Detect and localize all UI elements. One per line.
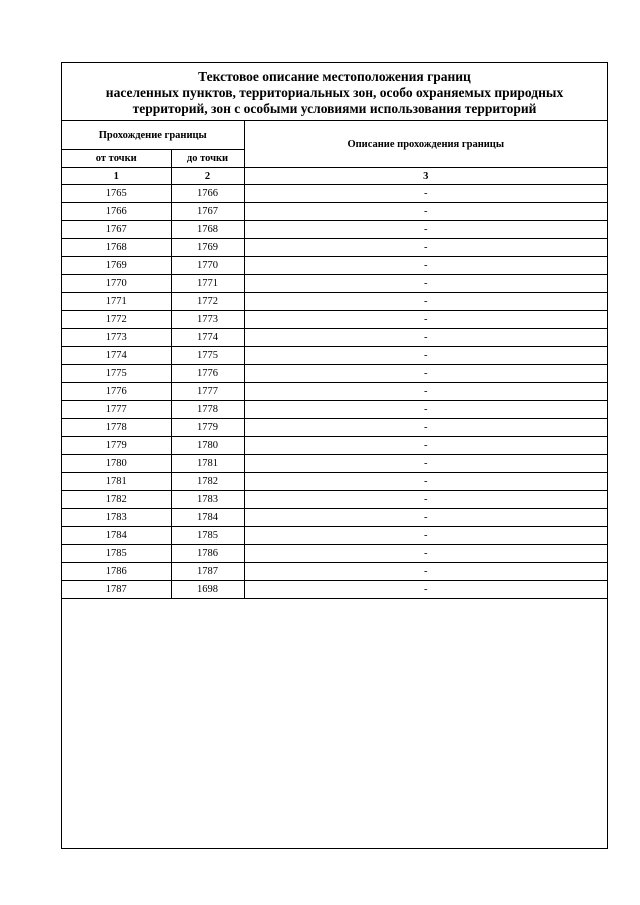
description-cell: -: [244, 257, 607, 275]
header-row-1: [62, 121, 607, 150]
from-point-cell: 1782: [62, 491, 171, 509]
from-point-cell: 1769: [62, 257, 171, 275]
to-point-cell: 1784: [171, 509, 244, 527]
header-from-point: от точки: [62, 150, 171, 168]
table-row: [62, 311, 607, 329]
from-point-cell: 1772: [62, 311, 171, 329]
table-row: [62, 365, 607, 383]
from-point-cell: 1781: [62, 473, 171, 491]
from-point-cell: 1773: [62, 329, 171, 347]
to-point-cell: 1778: [171, 401, 244, 419]
description-cell: -: [244, 419, 607, 437]
header-to-point: до точки: [171, 150, 244, 168]
table-row: [62, 203, 607, 221]
description-cell: -: [244, 293, 607, 311]
from-point-cell: 1774: [62, 347, 171, 365]
description-cell: -: [244, 239, 607, 257]
to-point-cell: 1771: [171, 275, 244, 293]
description-cell: -: [244, 473, 607, 491]
from-point-cell: 1775: [62, 365, 171, 383]
table-row: [62, 401, 607, 419]
table-row: [62, 275, 607, 293]
boundary-table: [62, 121, 607, 599]
to-point-cell: 1772: [171, 293, 244, 311]
to-point-cell: 1776: [171, 365, 244, 383]
table-row: [62, 563, 607, 581]
to-point-cell: 1777: [171, 383, 244, 401]
description-cell: -: [244, 581, 607, 599]
table-row: [62, 239, 607, 257]
from-point-cell: 1786: [62, 563, 171, 581]
from-point-cell: 1771: [62, 293, 171, 311]
description-cell: -: [244, 491, 607, 509]
to-point-cell: 1782: [171, 473, 244, 491]
table-row: [62, 293, 607, 311]
table-row: [62, 329, 607, 347]
from-point-cell: 1785: [62, 545, 171, 563]
description-cell: -: [244, 455, 607, 473]
title-line-3: территорий, зон с особыми условиями использования территорий: [132, 101, 537, 116]
to-point-cell: 1768: [171, 221, 244, 239]
table-row: [62, 257, 607, 275]
to-point-cell: 1774: [171, 329, 244, 347]
from-point-cell: 1765: [62, 185, 171, 203]
from-point-cell: 1778: [62, 419, 171, 437]
table-row: [62, 473, 607, 491]
header-col-1: 1: [62, 168, 171, 185]
from-point-cell: 1787: [62, 581, 171, 599]
title-line-2: населенных пунктов, территориальных зон, особо охраняемых природных: [105, 85, 564, 100]
to-point-cell: 1698: [171, 581, 244, 599]
from-point-cell: 1768: [62, 239, 171, 257]
to-point-cell: 1773: [171, 311, 244, 329]
to-point-cell: 1786: [171, 545, 244, 563]
to-point-cell: 1787: [171, 563, 244, 581]
document-frame: [61, 62, 608, 849]
table-row: [62, 491, 607, 509]
description-cell: -: [244, 401, 607, 419]
from-point-cell: 1767: [62, 221, 171, 239]
description-cell: -: [244, 311, 607, 329]
header-col-2: 2: [171, 168, 244, 185]
table-row: [62, 383, 607, 401]
header-passage: Прохождение границы: [62, 121, 244, 150]
description-cell: -: [244, 347, 607, 365]
header-description: Описание прохождения границы: [244, 121, 607, 168]
table-row: [62, 545, 607, 563]
description-cell: -: [244, 383, 607, 401]
to-point-cell: 1766: [171, 185, 244, 203]
table-row: [62, 437, 607, 455]
description-cell: -: [244, 365, 607, 383]
from-point-cell: 1779: [62, 437, 171, 455]
description-cell: -: [244, 509, 607, 527]
description-cell: -: [244, 563, 607, 581]
table-row: [62, 509, 607, 527]
title-line-1: Текстовое описание местоположения границ: [198, 69, 471, 84]
to-point-cell: 1775: [171, 347, 244, 365]
header-col-3: 3: [244, 168, 607, 185]
description-cell: -: [244, 545, 607, 563]
description-cell: -: [244, 203, 607, 221]
from-point-cell: 1777: [62, 401, 171, 419]
description-cell: -: [244, 527, 607, 545]
from-point-cell: 1783: [62, 509, 171, 527]
from-point-cell: 1780: [62, 455, 171, 473]
table-row: [62, 347, 607, 365]
table-row: [62, 527, 607, 545]
from-point-cell: 1776: [62, 383, 171, 401]
from-point-cell: 1770: [62, 275, 171, 293]
table-row: [62, 455, 607, 473]
to-point-cell: 1780: [171, 437, 244, 455]
description-cell: -: [244, 185, 607, 203]
to-point-cell: 1779: [171, 419, 244, 437]
to-point-cell: 1770: [171, 257, 244, 275]
to-point-cell: 1767: [171, 203, 244, 221]
header-row-numbers: [62, 168, 607, 185]
description-cell: -: [244, 437, 607, 455]
from-point-cell: 1766: [62, 203, 171, 221]
to-point-cell: 1785: [171, 527, 244, 545]
description-cell: -: [244, 329, 607, 347]
table-row: [62, 221, 607, 239]
table-row: [62, 185, 607, 203]
description-cell: -: [244, 275, 607, 293]
to-point-cell: 1783: [171, 491, 244, 509]
to-point-cell: 1781: [171, 455, 244, 473]
document-title: [62, 63, 607, 121]
from-point-cell: 1784: [62, 527, 171, 545]
table-row: [62, 581, 607, 599]
table-row: [62, 419, 607, 437]
to-point-cell: 1769: [171, 239, 244, 257]
description-cell: -: [244, 221, 607, 239]
